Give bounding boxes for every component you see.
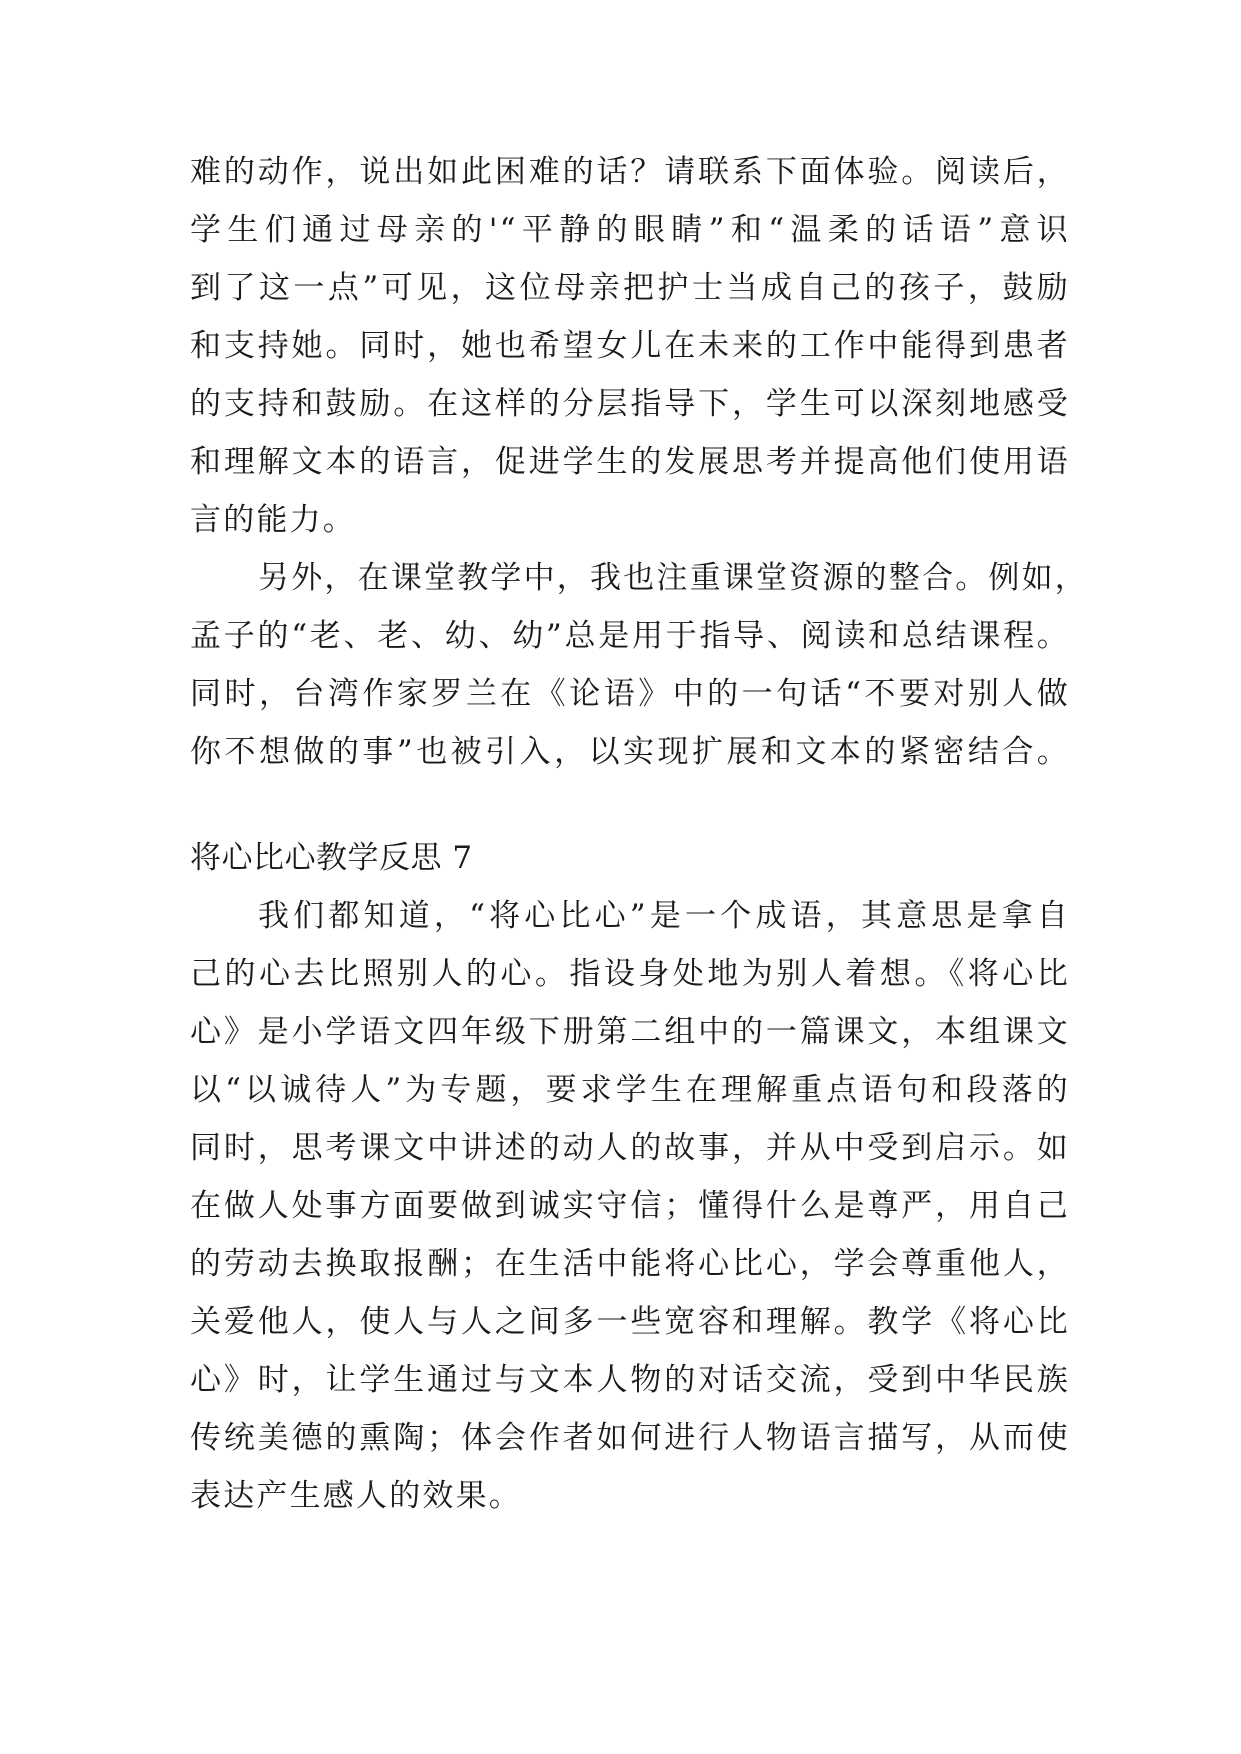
text-line: 我们都知道，“将心比心”是一个成语，其意思是拿自	[258, 898, 1070, 934]
text-line: 心》是小学语文四年级下册第二组中的一篇课文，本组课文	[190, 1014, 1070, 1050]
text-line: 你不想做的事”也被引入，以实现扩展和文本的紧密结合。	[190, 734, 1070, 770]
text-line: 以“以诚待人”为专题，要求学生在理解重点语句和段落的	[190, 1072, 1070, 1108]
text-line: 言的能力。	[190, 502, 356, 538]
text-line: 传统美德的熏陶；体会作者如何进行人物语言描写，从而使	[190, 1420, 1070, 1456]
text-line: 同时，思考课文中讲述的动人的故事，并从中受到启示。如	[190, 1130, 1070, 1166]
text-line: 的劳动去换取报酬；在生活中能将心比心，学会尊重他人，	[190, 1246, 1070, 1282]
text-line: 和支持她。同时，她也希望女儿在未来的工作中能得到患者	[190, 328, 1070, 364]
text-line: 在做人处事方面要做到诚实守信；懂得什么是尊严，用自己	[190, 1188, 1070, 1224]
text-line: 己的心去比照别人的心。指设身处地为别人着想。《将心比	[190, 956, 1070, 992]
text-line: 心》时，让学生通过与文本人物的对话交流，受到中华民族	[190, 1362, 1070, 1398]
text-line: 另外，在课堂教学中，我也注重课堂资源的整合。例如，	[258, 560, 1088, 596]
text-line: 学生们通过母亲的'“平静的眼睛”和“温柔的话语”意识	[190, 212, 1070, 248]
text-line: 表达产生感人的效果。	[190, 1478, 522, 1514]
text-line: 和理解文本的语言，促进学生的发展思考并提高他们使用语	[190, 444, 1070, 480]
text-line: 同时，台湾作家罗兰在《论语》中的一句话“不要对别人做	[190, 676, 1070, 712]
text-line: 关爱他人，使人与人之间多一些宽容和理解。教学《将心比	[190, 1304, 1070, 1340]
text-line: 到了这一点”可见，这位母亲把护士当成自己的孩子，鼓励	[190, 270, 1070, 306]
text-line: 孟子的“老、老、幼、幼”总是用于指导、阅读和总结课程。	[190, 618, 1070, 654]
section-heading: 将心比心教学反思 7	[190, 840, 473, 876]
text-line: 难的动作，说出如此困难的话？请联系下面体验。阅读后，	[190, 154, 1070, 190]
text-line: 的支持和鼓励。在这样的分层指导下，学生可以深刻地感受	[190, 386, 1070, 422]
